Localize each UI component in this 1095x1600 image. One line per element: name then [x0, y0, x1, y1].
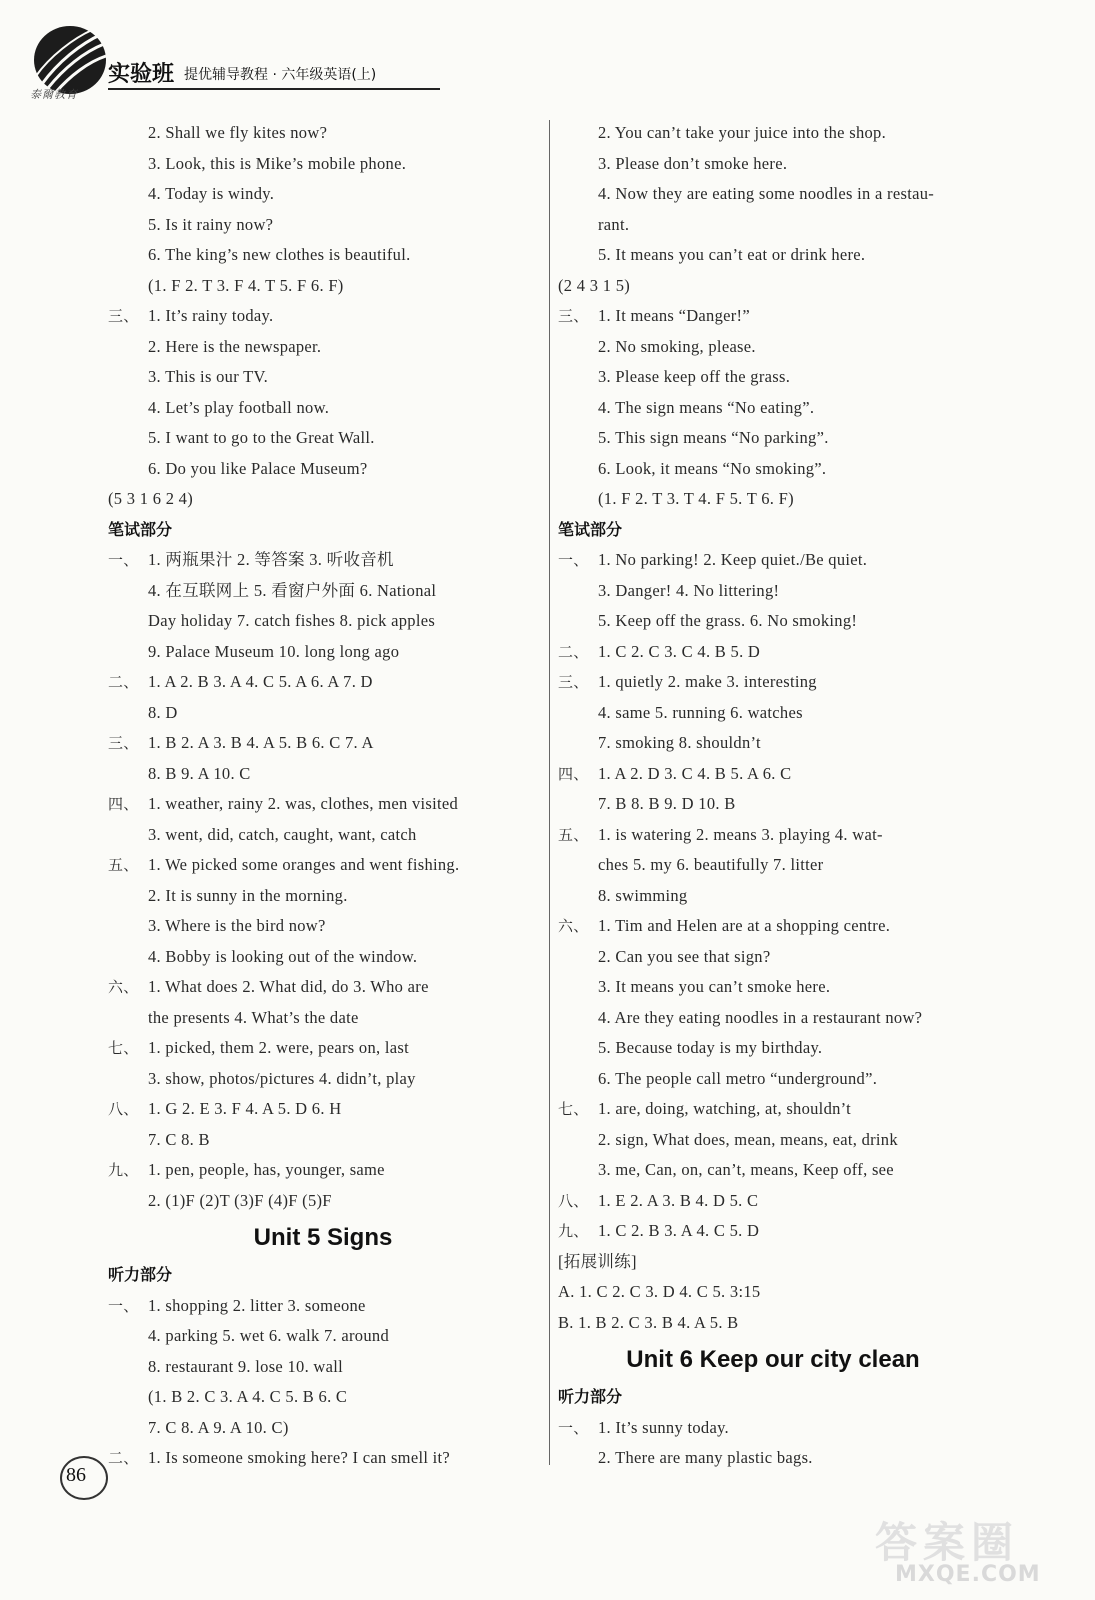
answer-text: 7. B 8. B 9. D 10. B: [598, 794, 736, 813]
question-group-number: 六、: [558, 917, 589, 935]
answer-text: rant.: [598, 214, 630, 234]
answer-line: [108, 545, 538, 576]
answer-line: [558, 1033, 988, 1064]
answer-line: [558, 362, 988, 393]
answer-text: A. 1. C 2. C 3. D 4. C 5. 3:15: [558, 1282, 761, 1301]
answer-line: [108, 759, 538, 790]
answer-line: [108, 576, 538, 607]
question-group-number: 七、: [108, 1039, 139, 1057]
answer-line: [108, 240, 538, 271]
answer-text: 4. The sign means “No eating”.: [598, 397, 815, 417]
watermark-logo-text: 答案圈: [875, 1518, 1020, 1567]
answer-text: 2. sign, What does, mean, means, eat, drink: [598, 1129, 898, 1149]
answer-line: [108, 1186, 538, 1217]
answer-line: [108, 362, 538, 393]
answer-line: [108, 454, 538, 485]
answer-text: 1. No parking! 2. Keep quiet./Be quiet.: [598, 550, 868, 569]
unit-heading: Unit 5 Signs: [253, 1224, 393, 1251]
question-group-number: 二、: [108, 673, 139, 691]
answer-text: 1. We picked some oranges and went fishing.: [148, 855, 460, 874]
question-group-number: 四、: [558, 764, 589, 783]
question-group-number: 一、: [558, 1418, 589, 1437]
answer-text: 5. Is it rainy now?: [148, 214, 274, 234]
logo-script-text: 泰爾教育: [30, 89, 78, 101]
answer-text: 1. B 2. A 3. B 4. A 5. B 6. C 7. A: [148, 733, 374, 752]
answer-line: [558, 1094, 988, 1125]
section-heading: 听力部分: [558, 1387, 623, 1406]
answer-line: [108, 1443, 538, 1474]
question-group-number: 三、: [558, 307, 589, 325]
answer-text: [拓展训练]: [558, 1251, 637, 1271]
answer-line: [108, 1382, 538, 1413]
answer-line: [558, 576, 988, 607]
answer-text: Day holiday 7. catch fishes 8. pick apples: [148, 611, 436, 630]
answer-text: 1. quietly 2. make 3. interesting: [598, 672, 817, 691]
answer-line: [558, 637, 988, 668]
answer-line: [558, 301, 988, 332]
answer-line: [108, 1094, 538, 1125]
answer-text: 3. Please don’t smoke here.: [598, 153, 788, 173]
answer-line: [558, 667, 988, 698]
question-group-number: 三、: [108, 307, 139, 325]
answer-line: [558, 149, 988, 180]
answer-text: 1. E 2. A 3. B 4. D 5. C: [598, 1190, 759, 1210]
answer-text: 4. Today is windy.: [148, 184, 275, 203]
answer-line: [108, 1321, 538, 1352]
answer-text: 4. Are they eating noodles in a restaurant now?: [598, 1007, 923, 1027]
answer-text: 1. A 2. D 3. C 4. B 5. A 6. C: [598, 763, 792, 783]
answer-text: 4. Let’s play football now.: [148, 397, 330, 417]
answer-text: 7. smoking 8. shouldn’t: [598, 733, 761, 752]
answer-line: [108, 271, 538, 302]
answer-line: [558, 118, 988, 149]
answer-line: [558, 1155, 988, 1186]
answer-line: [558, 240, 988, 271]
answer-text: 2. There are many plastic bags.: [598, 1448, 813, 1467]
column-divider: [549, 120, 550, 1465]
answer-text: 5. Because today is my birthday.: [598, 1038, 823, 1057]
answer-text: 2. No smoking, please.: [598, 336, 756, 356]
answer-text: 3. This is our TV.: [148, 367, 269, 386]
answer-line: [558, 972, 988, 1003]
answer-text: 4. Now they are eating some noodles in a restau-: [598, 184, 935, 203]
answer-line: [108, 1352, 538, 1383]
answer-text: the presents 4. What’s the date: [148, 1007, 359, 1027]
answer-text: (2 4 3 1 5): [558, 275, 631, 295]
answer-text: 3. Danger! 4. No littering!: [598, 580, 780, 600]
answer-text: 1. C 2. B 3. A 4. C 5. D: [598, 1221, 760, 1240]
answer-text: 2. Here is the newspaper.: [148, 336, 322, 356]
answer-text: 7. C 8. B: [148, 1129, 210, 1149]
answer-text: 1. 两瓶果汁 2. 等答案 3. 听收音机: [148, 550, 394, 569]
answer-text: 2. (1)F (2)T (3)F (4)F (5)F: [148, 1190, 332, 1210]
answer-text: 5. This sign means “No parking”.: [598, 428, 829, 447]
answer-text: 3. Please keep off the grass.: [598, 367, 791, 386]
question-group-number: 六、: [108, 978, 139, 996]
answer-text: 3. went, did, catch, caught, want, catch: [148, 824, 417, 844]
answer-text: 1. C 2. C 3. C 4. B 5. D: [598, 641, 761, 661]
question-group-number: 八、: [558, 1191, 589, 1210]
page-header: [0, 0, 1095, 110]
answer-line: [558, 1186, 988, 1217]
answer-line: [558, 545, 988, 576]
answer-text: 1. Is someone smoking here? I can smell it?: [148, 1448, 451, 1467]
answer-line: [558, 911, 988, 942]
answer-line: [108, 423, 538, 454]
answer-text: 1. It’s sunny today.: [598, 1417, 729, 1437]
question-group-number: 九、: [558, 1222, 589, 1240]
answer-line: [108, 1064, 538, 1095]
answer-line: [108, 1291, 538, 1322]
answer-text: 2. Shall we fly kites now?: [148, 123, 328, 142]
answer-line: [108, 820, 538, 851]
question-group-number: 二、: [558, 642, 589, 661]
section-heading: 笔试部分: [108, 519, 173, 539]
answer-line: [108, 728, 538, 759]
question-group-number: 三、: [108, 734, 139, 752]
answer-line: [558, 454, 988, 485]
question-group-number: 四、: [108, 795, 139, 813]
answer-text: 2. You can’t take your juice into the shop.: [598, 123, 887, 142]
answer-text: 1. are, doing, watching, at, shouldn’t: [598, 1099, 852, 1118]
answer-text: 1. It’s rainy today.: [148, 306, 274, 325]
book-subtitle: 提优辅导教程 · 六年级英语(上): [184, 67, 377, 83]
answer-line: [558, 789, 988, 820]
question-group-number: 九、: [108, 1161, 139, 1179]
answer-line: [108, 667, 538, 698]
answer-text: 1. is watering 2. means 3. playing 4. wat-: [598, 824, 883, 844]
answer-line: [108, 1155, 538, 1186]
answer-text: 2. Can you see that sign?: [598, 946, 771, 966]
answer-line: [108, 1033, 538, 1064]
answer-line: [558, 1277, 988, 1308]
answer-line: [108, 332, 538, 363]
answer-line: [558, 484, 988, 515]
answer-text: 3. show, photos/pictures 4. didn’t, play: [148, 1068, 416, 1088]
answer-text: 8. swimming: [598, 885, 688, 905]
answer-line: [108, 911, 538, 942]
answer-line: [108, 637, 538, 668]
section-heading: 听力部分: [108, 1265, 173, 1284]
question-group-number: 五、: [108, 856, 139, 874]
brand-title: 实验班: [108, 62, 175, 87]
answer-line: [108, 942, 538, 973]
answer-text: 8. restaurant 9. lose 10. wall: [148, 1356, 344, 1376]
unit-heading: Unit 6 Keep our city clean: [626, 1346, 920, 1373]
answer-text: (1. F 2. T 3. F 4. T 5. F 6. F): [148, 275, 344, 295]
answer-text: 7. C 8. A 9. A 10. C): [148, 1417, 289, 1437]
answer-line: [558, 728, 988, 759]
answer-text: 4. parking 5. wet 6. walk 7. around: [148, 1326, 389, 1345]
answer-line: [108, 972, 538, 1003]
answer-line: [558, 393, 988, 424]
page-number: 86: [66, 1464, 86, 1486]
answer-text: 4. Bobby is looking out of the window.: [148, 946, 418, 966]
answer-line: [108, 149, 538, 180]
question-group-number: 五、: [558, 825, 589, 844]
answer-text: 6. The people call metro “underground”.: [598, 1068, 878, 1088]
answer-text: 1. A 2. B 3. A 4. C 5. A 6. A 7. D: [148, 672, 373, 691]
answer-text: 6. Do you like Palace Museum?: [148, 458, 368, 478]
answer-line: [558, 1308, 988, 1339]
answer-text: ches 5. my 6. beautifully 7. litter: [598, 855, 824, 874]
answer-line: [108, 1125, 538, 1156]
right-column: [558, 118, 988, 1474]
question-group-number: 三、: [558, 673, 589, 691]
answer-text: 3. Where is the bird now?: [148, 916, 326, 935]
answer-text: 5. It means you can’t eat or drink here.: [598, 245, 866, 264]
page-number-badge: [38, 1450, 138, 1500]
answer-text: 1. shopping 2. litter 3. someone: [148, 1295, 366, 1315]
answer-text: 8. B 9. A 10. C: [148, 763, 251, 783]
answer-text: (5 3 1 6 2 4): [108, 489, 194, 508]
answer-text: 4. 在互联网上 5. 看窗户外面 6. National: [148, 580, 437, 600]
header-rule: [108, 88, 440, 90]
answer-text: 3. Look, this is Mike’s mobile phone.: [148, 153, 407, 173]
answer-line: [558, 850, 988, 881]
answer-line: [108, 1413, 538, 1444]
answer-line: [108, 606, 538, 637]
answer-text: 1. Tim and Helen are at a shopping centre.: [598, 916, 891, 935]
question-group-number: 一、: [108, 551, 139, 569]
answer-text: (1. B 2. C 3. A 4. C 5. B 6. C: [148, 1387, 348, 1406]
watermark-url: MXQE.COM: [895, 1562, 1041, 1587]
answer-line: [558, 1064, 988, 1095]
answer-line: [558, 1125, 988, 1156]
answer-text: 1. weather, rainy 2. was, clothes, men visited: [148, 794, 459, 813]
answer-line: [108, 118, 538, 149]
question-group-number: 一、: [558, 551, 589, 569]
answer-line: [108, 179, 538, 210]
answer-line: [108, 850, 538, 881]
answer-text: 1. pen, people, has, younger, same: [148, 1160, 385, 1179]
answer-text: (1. F 2. T 3. T 4. F 5. T 6. F): [598, 489, 794, 508]
answer-text: 1. picked, them 2. were, pears on, last: [148, 1038, 409, 1057]
answer-line: [558, 606, 988, 637]
left-column: [108, 118, 538, 1474]
answer-line: [558, 820, 988, 851]
answer-line: [558, 271, 988, 302]
answer-line: [558, 1247, 988, 1278]
answer-text: 1. G 2. E 3. F 4. A 5. D 6. H: [148, 1099, 342, 1118]
answer-line: [558, 759, 988, 790]
answer-text: 4. same 5. running 6. watches: [598, 702, 803, 722]
answer-line: [558, 423, 988, 454]
answer-line: [558, 332, 988, 363]
answer-line: [558, 881, 988, 912]
question-group-number: 二、: [108, 1449, 139, 1467]
question-group-number: 一、: [108, 1296, 139, 1315]
answer-line: [108, 698, 538, 729]
answer-text: 6. Look, it means “No smoking”.: [598, 458, 827, 478]
answer-text: 3. It means you can’t smoke here.: [598, 977, 831, 996]
answer-line: [558, 698, 988, 729]
section-heading: 笔试部分: [558, 519, 623, 539]
answer-line: [108, 301, 538, 332]
answer-line: [108, 484, 538, 515]
answer-text: 5. I want to go to the Great Wall.: [148, 428, 375, 447]
answer-text: 1. What does 2. What did, do 3. Who are: [148, 977, 429, 996]
answer-text: 5. Keep off the grass. 6. No smoking!: [598, 611, 858, 630]
answer-text: 9. Palace Museum 10. long long ago: [148, 641, 400, 661]
question-group-number: 八、: [108, 1100, 139, 1118]
answer-line: [558, 179, 988, 210]
answer-line: [558, 1413, 988, 1444]
answer-line: [558, 942, 988, 973]
answer-text: 8. D: [148, 702, 178, 722]
answer-text: 2. It is sunny in the morning.: [148, 885, 348, 905]
answer-text: B. 1. B 2. C 3. B 4. A 5. B: [558, 1312, 739, 1332]
answer-text: 3. me, Can, on, can’t, means, Keep off, see: [598, 1160, 894, 1179]
answer-line: [108, 210, 538, 241]
answer-line: [108, 393, 538, 424]
answer-line: [108, 881, 538, 912]
answer-line: [558, 1216, 988, 1247]
watermark: [875, 1510, 1075, 1590]
answer-text: 6. The king’s new clothes is beautiful.: [148, 245, 411, 264]
answer-line: [558, 210, 988, 241]
answer-line: [558, 1443, 988, 1474]
answer-line: [558, 1003, 988, 1034]
question-group-number: 七、: [558, 1100, 589, 1118]
answer-line: [108, 789, 538, 820]
answer-line: [108, 1003, 538, 1034]
answer-text: 1. It means “Danger!”: [598, 306, 750, 325]
